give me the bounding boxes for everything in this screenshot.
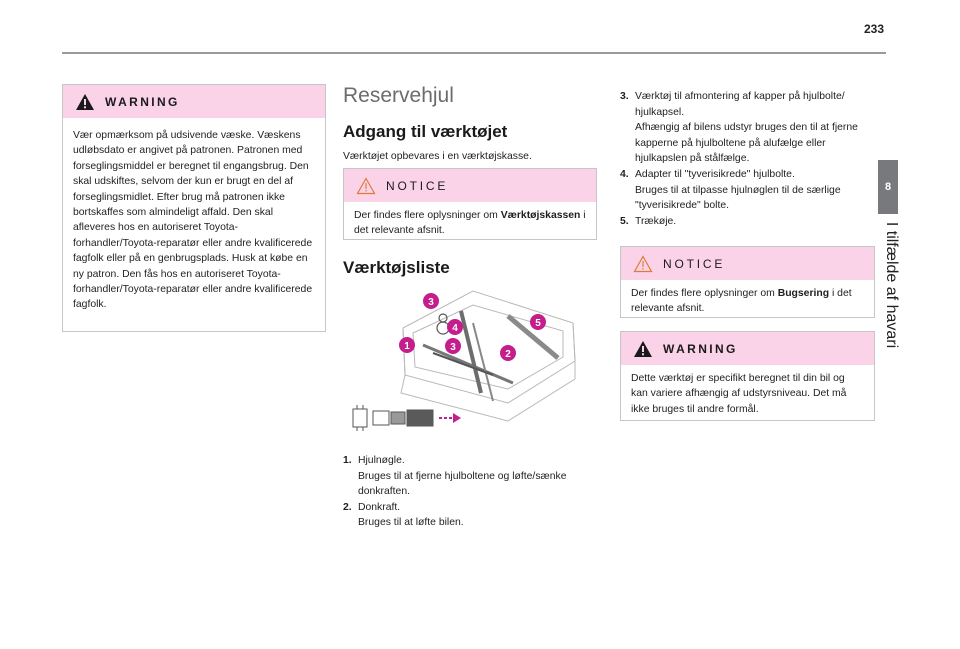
- page-number: 233: [863, 22, 884, 36]
- notice-box-tools: [343, 168, 597, 240]
- tool-name: Værktøj til afmontering af kapper på hjulbolte/ hjulkapsel.: [635, 91, 845, 118]
- tool-list-middle: [343, 453, 599, 531]
- header-rule: [62, 52, 886, 54]
- notice-bold-link: Bugsering: [777, 288, 830, 299]
- notice-title: NOTICE: [663, 256, 726, 271]
- warning-body: Dette værktøj er specifikt beregnet til din bil og kan variere afhængig af udstyrsniveau. Det må ikke bruges til andre formål.: [631, 373, 847, 415]
- warning-body: Vær opmærksom på udsivende væske. Væskens udløbsdato er angivet på patronen. Patronen med forseglingsmiddel er beregnet til engangsbrug. Den skal udskiftes, selvom der kun er brugt en del af forseglingsmidlet. Efter brug må patronen ikke bortskaffes som almindeligt affald. Den skal afleveres hos en autoriseret Toyota-forhandler/Toyota-reparatør eller andre kvalificerede fagfolk eller på en genbrugsplads. Husk at købe en ny patron. Den fås hos en autoriseret Toyota-forhandler/Toyota-reparatør eller andre kvalificerede fagfolk.: [73, 130, 313, 311]
- list-number: 1.: [343, 455, 352, 466]
- notice-bold-link: Værktøjskassen: [500, 210, 581, 221]
- lug-wrench-detail: [353, 405, 461, 431]
- warning-title: WARNING: [663, 341, 738, 356]
- access-text: Værktøjet opbevares i en værktøjskasse.: [343, 151, 532, 162]
- notice-box-towing: [620, 246, 875, 318]
- tool-desc: Bruges til at løfte bilen.: [358, 517, 464, 529]
- list-item: [620, 214, 878, 230]
- callout-1-label: 1: [404, 341, 410, 352]
- tool-desc: Afhængig af bilens udstyr bruges den til at fjerne kapperne på hjulboltene på alufælge eller hjulkapslen på stålfælge.: [635, 122, 858, 165]
- chapter-number: 8: [884, 181, 892, 193]
- callout-3-top-label: 3: [428, 297, 434, 308]
- warning-header: [63, 85, 325, 118]
- notice-title: NOTICE: [386, 178, 449, 193]
- tools-heading: Værktøjsliste: [343, 258, 450, 277]
- notice-text: Der findes flere oplysninger om: [354, 210, 501, 221]
- tool-name: Trækøje.: [635, 215, 677, 227]
- list-number: 2.: [343, 501, 352, 513]
- tool-desc: Bruges til at tilpasse hjulnøglen til de særlige "tyverisikrede" bolte.: [635, 184, 841, 212]
- tool-name: Adapter til "tyverisikrede" hjulbolte.: [635, 168, 795, 180]
- notice-body: [621, 280, 874, 325]
- notice-text-end: i det relevante afsnit.: [354, 210, 586, 237]
- toolbox-outline: [401, 291, 575, 421]
- warning-box-left: [62, 84, 326, 332]
- section-title: Reservehjul: [343, 84, 454, 107]
- warning-triangle-icon: [633, 340, 653, 358]
- chapter-tab[interactable]: [878, 160, 898, 214]
- warning-triangle-icon: [75, 93, 95, 111]
- notice-triangle-icon: [356, 177, 376, 195]
- warning-header: [621, 332, 874, 365]
- list-number: 4.: [620, 168, 629, 180]
- tool-name: Donkraft.: [358, 501, 401, 513]
- notice-body: [344, 202, 596, 247]
- notice-header: [621, 247, 874, 280]
- warning-box-right: [620, 331, 875, 421]
- chapter-label: [878, 220, 904, 350]
- list-item: [620, 89, 878, 167]
- callout-4-label: 4: [452, 323, 458, 334]
- list-number: 5.: [620, 215, 629, 227]
- access-heading: Adgang til værktøjet: [343, 122, 508, 141]
- callout-5-label: 5: [535, 318, 541, 329]
- notice-header: [344, 169, 596, 202]
- toolkit-illustration: [343, 283, 597, 435]
- tool-desc: Bruges til at fjerne hjulboltene og løfte/sænke donkraften.: [358, 470, 567, 498]
- callout-3-bottom-label: 3: [450, 342, 456, 353]
- notice-text-end: i det relevante afsnit.: [631, 288, 852, 315]
- callout-2-label: 2: [505, 349, 511, 360]
- chapter-title: I tilfælde af havari: [883, 221, 900, 349]
- list-number: 3.: [620, 91, 629, 102]
- warning-title: WARNING: [105, 94, 180, 109]
- tool-list-right: [620, 89, 878, 229]
- list-item: [343, 500, 599, 531]
- tool-name: Hjulnøgle.: [358, 455, 405, 466]
- notice-triangle-icon: [633, 255, 653, 273]
- notice-text: Der findes flere oplysninger om: [631, 288, 778, 299]
- list-item: [620, 167, 878, 214]
- list-item: [343, 453, 599, 500]
